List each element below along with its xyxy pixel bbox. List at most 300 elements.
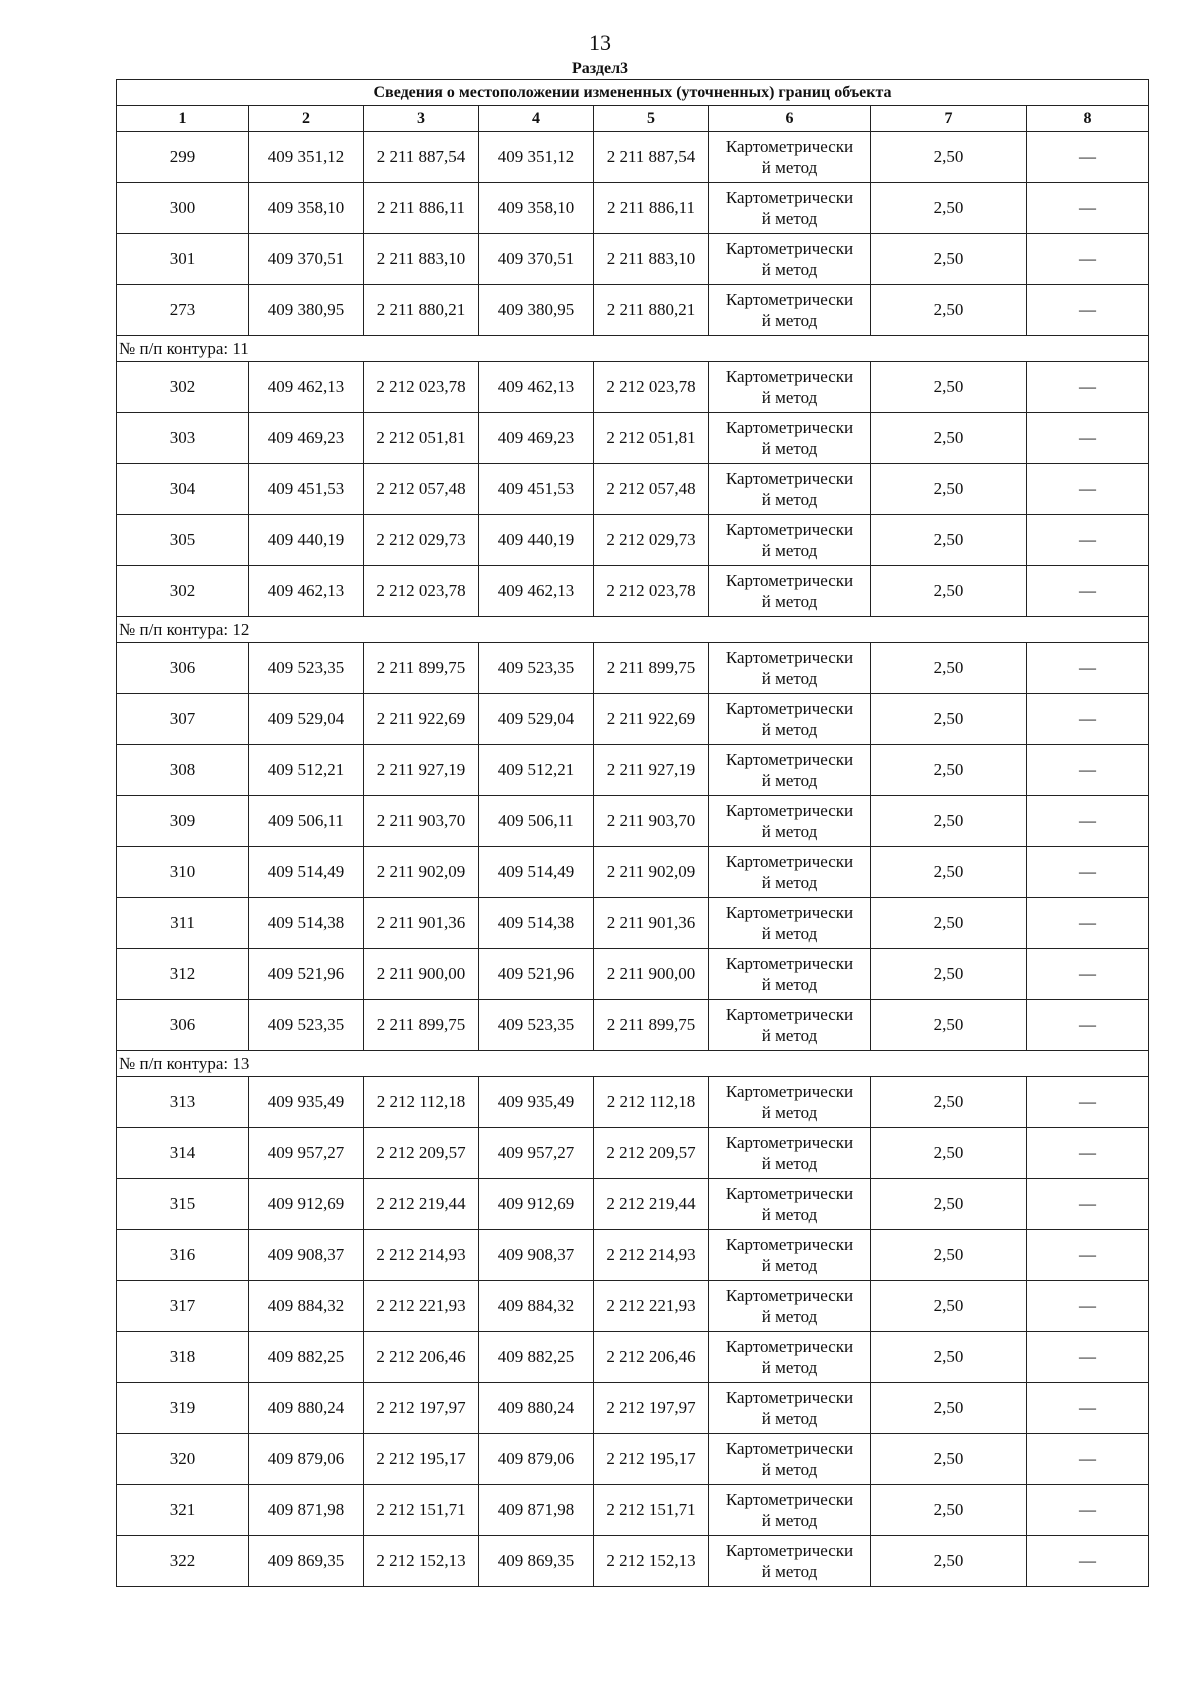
y-existing-cell: 2 211 903,70 bbox=[364, 796, 479, 847]
table-row bbox=[117, 1434, 1149, 1485]
coordinates-table bbox=[116, 79, 1149, 1587]
precision-cell: 2,50 bbox=[871, 745, 1027, 796]
x-new-cell: 409 512,21 bbox=[479, 745, 594, 796]
precision-cell: 2,50 bbox=[871, 515, 1027, 566]
x-new-cell: 409 514,49 bbox=[479, 847, 594, 898]
method-line: й метод bbox=[761, 592, 818, 611]
y-new-cell: 2 212 209,57 bbox=[594, 1128, 709, 1179]
method-cell bbox=[709, 1230, 871, 1281]
precision-cell: 2,50 bbox=[871, 694, 1027, 745]
dash-cell: — bbox=[1027, 183, 1149, 234]
table-row bbox=[117, 643, 1149, 694]
method-cell bbox=[709, 1000, 871, 1051]
precision-cell: 2,50 bbox=[871, 234, 1027, 285]
table-row bbox=[117, 1000, 1149, 1051]
y-new-cell: 2 211 902,09 bbox=[594, 847, 709, 898]
table-row bbox=[117, 1383, 1149, 1434]
point-number-cell: 308 bbox=[117, 745, 249, 796]
table-row bbox=[117, 362, 1149, 413]
method-line: й метод bbox=[761, 311, 818, 330]
x-existing-cell: 409 514,49 bbox=[249, 847, 364, 898]
column-number: 3 bbox=[364, 106, 479, 132]
precision-cell: 2,50 bbox=[871, 796, 1027, 847]
method-cell bbox=[709, 1128, 871, 1179]
method-line: й метод bbox=[761, 1103, 818, 1122]
y-existing-cell: 2 211 886,11 bbox=[364, 183, 479, 234]
x-existing-cell: 409 512,21 bbox=[249, 745, 364, 796]
table-row bbox=[117, 1230, 1149, 1281]
point-number-cell: 306 bbox=[117, 643, 249, 694]
x-new-cell: 409 462,13 bbox=[479, 566, 594, 617]
y-existing-cell: 2 212 206,46 bbox=[364, 1332, 479, 1383]
x-new-cell: 409 523,35 bbox=[479, 1000, 594, 1051]
x-existing-cell: 409 935,49 bbox=[249, 1077, 364, 1128]
y-existing-cell: 2 211 902,09 bbox=[364, 847, 479, 898]
precision-cell: 2,50 bbox=[871, 1434, 1027, 1485]
method-line: Картометрически bbox=[725, 1005, 854, 1024]
method-cell bbox=[709, 1485, 871, 1536]
dash-cell: — bbox=[1027, 1485, 1149, 1536]
precision-cell: 2,50 bbox=[871, 949, 1027, 1000]
point-number-cell: 304 bbox=[117, 464, 249, 515]
precision-cell: 2,50 bbox=[871, 285, 1027, 336]
y-existing-cell: 2 212 029,73 bbox=[364, 515, 479, 566]
y-existing-cell: 2 211 880,21 bbox=[364, 285, 479, 336]
table-row bbox=[117, 132, 1149, 183]
y-new-cell: 2 211 880,21 bbox=[594, 285, 709, 336]
x-new-cell: 409 380,95 bbox=[479, 285, 594, 336]
y-new-cell: 2 212 112,18 bbox=[594, 1077, 709, 1128]
x-new-cell: 409 871,98 bbox=[479, 1485, 594, 1536]
method-cell bbox=[709, 566, 871, 617]
table-row bbox=[117, 1332, 1149, 1383]
precision-cell: 2,50 bbox=[871, 1332, 1027, 1383]
x-existing-cell: 409 370,51 bbox=[249, 234, 364, 285]
contour-row bbox=[117, 1051, 1149, 1077]
column-number-row bbox=[117, 106, 1149, 132]
x-new-cell: 409 370,51 bbox=[479, 234, 594, 285]
method-line: Картометрически bbox=[725, 137, 854, 156]
x-existing-cell: 409 879,06 bbox=[249, 1434, 364, 1485]
method-line: й метод bbox=[761, 975, 818, 994]
contour-row bbox=[117, 336, 1149, 362]
dash-cell: — bbox=[1027, 464, 1149, 515]
dash-cell: — bbox=[1027, 796, 1149, 847]
method-line: Картометрически bbox=[725, 852, 854, 871]
y-new-cell: 2 212 221,93 bbox=[594, 1281, 709, 1332]
method-line: й метод bbox=[761, 1460, 818, 1479]
method-line: Картометрически bbox=[725, 1439, 854, 1458]
precision-cell: 2,50 bbox=[871, 183, 1027, 234]
precision-cell: 2,50 bbox=[871, 1536, 1027, 1587]
method-line: Картометрически bbox=[725, 1337, 854, 1356]
precision-cell: 2,50 bbox=[871, 643, 1027, 694]
method-cell bbox=[709, 898, 871, 949]
dash-cell: — bbox=[1027, 1281, 1149, 1332]
x-new-cell: 409 462,13 bbox=[479, 362, 594, 413]
method-cell bbox=[709, 285, 871, 336]
x-new-cell: 409 351,12 bbox=[479, 132, 594, 183]
x-existing-cell: 409 506,11 bbox=[249, 796, 364, 847]
y-new-cell: 2 211 927,19 bbox=[594, 745, 709, 796]
x-existing-cell: 409 869,35 bbox=[249, 1536, 364, 1587]
method-cell bbox=[709, 183, 871, 234]
y-existing-cell: 2 212 195,17 bbox=[364, 1434, 479, 1485]
column-number: 2 bbox=[249, 106, 364, 132]
x-new-cell: 409 912,69 bbox=[479, 1179, 594, 1230]
x-new-cell: 409 869,35 bbox=[479, 1536, 594, 1587]
table-row bbox=[117, 745, 1149, 796]
y-existing-cell: 2 212 219,44 bbox=[364, 1179, 479, 1230]
table-row bbox=[117, 796, 1149, 847]
contour-label: № п/п контура: 13 bbox=[117, 1051, 1149, 1077]
y-new-cell: 2 212 051,81 bbox=[594, 413, 709, 464]
method-line: й метод bbox=[761, 873, 818, 892]
column-number: 8 bbox=[1027, 106, 1149, 132]
method-cell bbox=[709, 1077, 871, 1128]
x-new-cell: 409 529,04 bbox=[479, 694, 594, 745]
precision-cell: 2,50 bbox=[871, 1230, 1027, 1281]
y-new-cell: 2 212 195,17 bbox=[594, 1434, 709, 1485]
method-line: Картометрически bbox=[725, 239, 854, 258]
method-line: Картометрически bbox=[725, 290, 854, 309]
x-existing-cell: 409 884,32 bbox=[249, 1281, 364, 1332]
precision-cell: 2,50 bbox=[871, 1077, 1027, 1128]
precision-cell: 2,50 bbox=[871, 132, 1027, 183]
method-line: й метод bbox=[761, 924, 818, 943]
precision-cell: 2,50 bbox=[871, 1000, 1027, 1051]
table-row bbox=[117, 1281, 1149, 1332]
x-new-cell: 409 469,23 bbox=[479, 413, 594, 464]
point-number-cell: 311 bbox=[117, 898, 249, 949]
dash-cell: — bbox=[1027, 1179, 1149, 1230]
point-number-cell: 300 bbox=[117, 183, 249, 234]
method-line: й метод bbox=[761, 1205, 818, 1224]
method-line: Картометрически bbox=[725, 418, 854, 437]
method-line: Картометрически bbox=[725, 1388, 854, 1407]
table-row bbox=[117, 1179, 1149, 1230]
x-new-cell: 409 521,96 bbox=[479, 949, 594, 1000]
column-number: 6 bbox=[709, 106, 871, 132]
x-existing-cell: 409 440,19 bbox=[249, 515, 364, 566]
method-line: й метод bbox=[761, 822, 818, 841]
method-line: й метод bbox=[761, 771, 818, 790]
y-existing-cell: 2 211 922,69 bbox=[364, 694, 479, 745]
y-existing-cell: 2 212 209,57 bbox=[364, 1128, 479, 1179]
y-new-cell: 2 211 883,10 bbox=[594, 234, 709, 285]
x-new-cell: 409 882,25 bbox=[479, 1332, 594, 1383]
method-line: й метод bbox=[761, 1358, 818, 1377]
x-new-cell: 409 523,35 bbox=[479, 643, 594, 694]
method-cell bbox=[709, 1332, 871, 1383]
x-new-cell: 409 880,24 bbox=[479, 1383, 594, 1434]
x-existing-cell: 409 462,13 bbox=[249, 362, 364, 413]
point-number-cell: 312 bbox=[117, 949, 249, 1000]
x-new-cell: 409 440,19 bbox=[479, 515, 594, 566]
x-new-cell: 409 879,06 bbox=[479, 1434, 594, 1485]
method-line: Картометрически bbox=[725, 954, 854, 973]
x-new-cell: 409 514,38 bbox=[479, 898, 594, 949]
x-new-cell: 409 451,53 bbox=[479, 464, 594, 515]
dash-cell: — bbox=[1027, 643, 1149, 694]
y-new-cell: 2 211 922,69 bbox=[594, 694, 709, 745]
point-number-cell: 305 bbox=[117, 515, 249, 566]
method-cell bbox=[709, 643, 871, 694]
method-line: Картометрически bbox=[725, 1184, 854, 1203]
y-existing-cell: 2 212 023,78 bbox=[364, 566, 479, 617]
y-existing-cell: 2 212 151,71 bbox=[364, 1485, 479, 1536]
y-new-cell: 2 211 899,75 bbox=[594, 1000, 709, 1051]
dash-cell: — bbox=[1027, 1077, 1149, 1128]
y-existing-cell: 2 211 901,36 bbox=[364, 898, 479, 949]
table-row bbox=[117, 515, 1149, 566]
x-existing-cell: 409 882,25 bbox=[249, 1332, 364, 1383]
point-number-cell: 318 bbox=[117, 1332, 249, 1383]
method-cell bbox=[709, 847, 871, 898]
precision-cell: 2,50 bbox=[871, 1383, 1027, 1434]
y-existing-cell: 2 211 899,75 bbox=[364, 643, 479, 694]
x-existing-cell: 409 358,10 bbox=[249, 183, 364, 234]
method-line: й метод bbox=[761, 439, 818, 458]
y-existing-cell: 2 212 112,18 bbox=[364, 1077, 479, 1128]
column-number: 1 bbox=[117, 106, 249, 132]
point-number-cell: 306 bbox=[117, 1000, 249, 1051]
x-existing-cell: 409 912,69 bbox=[249, 1179, 364, 1230]
y-existing-cell: 2 211 883,10 bbox=[364, 234, 479, 285]
dash-cell: — bbox=[1027, 1230, 1149, 1281]
point-number-cell: 301 bbox=[117, 234, 249, 285]
method-line: й метод bbox=[761, 669, 818, 688]
point-number-cell: 319 bbox=[117, 1383, 249, 1434]
y-existing-cell: 2 211 887,54 bbox=[364, 132, 479, 183]
method-line: й метод bbox=[761, 260, 818, 279]
method-cell bbox=[709, 1179, 871, 1230]
method-line: Картометрически bbox=[725, 520, 854, 539]
x-new-cell: 409 884,32 bbox=[479, 1281, 594, 1332]
y-new-cell: 2 212 057,48 bbox=[594, 464, 709, 515]
dash-cell: — bbox=[1027, 1434, 1149, 1485]
x-existing-cell: 409 880,24 bbox=[249, 1383, 364, 1434]
column-number: 5 bbox=[594, 106, 709, 132]
contour-label: № п/п контура: 12 bbox=[117, 617, 1149, 643]
method-line: Картометрически bbox=[725, 1490, 854, 1509]
point-number-cell: 307 bbox=[117, 694, 249, 745]
table-row bbox=[117, 1128, 1149, 1179]
y-new-cell: 2 211 900,00 bbox=[594, 949, 709, 1000]
point-number-cell: 317 bbox=[117, 1281, 249, 1332]
y-new-cell: 2 211 901,36 bbox=[594, 898, 709, 949]
method-cell bbox=[709, 949, 871, 1000]
precision-cell: 2,50 bbox=[871, 847, 1027, 898]
point-number-cell: 302 bbox=[117, 566, 249, 617]
method-cell bbox=[709, 796, 871, 847]
dash-cell: — bbox=[1027, 847, 1149, 898]
table-row bbox=[117, 1536, 1149, 1587]
dash-cell: — bbox=[1027, 745, 1149, 796]
x-existing-cell: 409 380,95 bbox=[249, 285, 364, 336]
dash-cell: — bbox=[1027, 234, 1149, 285]
page-number: 13 bbox=[589, 30, 611, 55]
point-number-cell: 316 bbox=[117, 1230, 249, 1281]
method-cell bbox=[709, 694, 871, 745]
method-line: Картометрически bbox=[725, 1133, 854, 1152]
precision-cell: 2,50 bbox=[871, 1281, 1027, 1332]
x-new-cell: 409 935,49 bbox=[479, 1077, 594, 1128]
table-row bbox=[117, 234, 1149, 285]
table-row bbox=[117, 847, 1149, 898]
point-number-cell: 320 bbox=[117, 1434, 249, 1485]
point-number-cell: 314 bbox=[117, 1128, 249, 1179]
x-existing-cell: 409 871,98 bbox=[249, 1485, 364, 1536]
x-existing-cell: 409 514,38 bbox=[249, 898, 364, 949]
table-title: Сведения о местоположении измененных (уточненных) границ объекта bbox=[117, 80, 1149, 106]
dash-cell: — bbox=[1027, 949, 1149, 1000]
point-number-cell: 310 bbox=[117, 847, 249, 898]
method-line: Картометрически bbox=[725, 750, 854, 769]
y-existing-cell: 2 212 023,78 bbox=[364, 362, 479, 413]
point-number-cell: 321 bbox=[117, 1485, 249, 1536]
method-line: Картометрически bbox=[725, 571, 854, 590]
column-number: 4 bbox=[479, 106, 594, 132]
y-new-cell: 2 211 886,11 bbox=[594, 183, 709, 234]
dash-cell: — bbox=[1027, 285, 1149, 336]
dash-cell: — bbox=[1027, 1383, 1149, 1434]
method-cell bbox=[709, 132, 871, 183]
y-existing-cell: 2 211 900,00 bbox=[364, 949, 479, 1000]
x-existing-cell: 409 523,35 bbox=[249, 643, 364, 694]
method-line: Картометрически bbox=[725, 1235, 854, 1254]
y-existing-cell: 2 212 057,48 bbox=[364, 464, 479, 515]
method-line: й метод bbox=[761, 1154, 818, 1173]
dash-cell: — bbox=[1027, 1332, 1149, 1383]
x-new-cell: 409 908,37 bbox=[479, 1230, 594, 1281]
y-existing-cell: 2 212 051,81 bbox=[364, 413, 479, 464]
y-new-cell: 2 212 023,78 bbox=[594, 362, 709, 413]
y-existing-cell: 2 212 197,97 bbox=[364, 1383, 479, 1434]
dash-cell: — bbox=[1027, 1128, 1149, 1179]
method-line: Картометрически bbox=[725, 1286, 854, 1305]
method-cell bbox=[709, 1536, 871, 1587]
x-existing-cell: 409 529,04 bbox=[249, 694, 364, 745]
method-line: Картометрически bbox=[725, 903, 854, 922]
x-existing-cell: 409 469,23 bbox=[249, 413, 364, 464]
point-number-cell: 309 bbox=[117, 796, 249, 847]
point-number-cell: 313 bbox=[117, 1077, 249, 1128]
precision-cell: 2,50 bbox=[871, 1485, 1027, 1536]
method-line: й метод bbox=[761, 1256, 818, 1275]
method-line: Картометрически bbox=[725, 801, 854, 820]
precision-cell: 2,50 bbox=[871, 1179, 1027, 1230]
method-line: й метод bbox=[761, 158, 818, 177]
method-cell bbox=[709, 413, 871, 464]
y-new-cell: 2 212 206,46 bbox=[594, 1332, 709, 1383]
y-new-cell: 2 211 887,54 bbox=[594, 132, 709, 183]
x-new-cell: 409 358,10 bbox=[479, 183, 594, 234]
method-line: й метод bbox=[761, 1307, 818, 1326]
dash-cell: — bbox=[1027, 566, 1149, 617]
x-existing-cell: 409 451,53 bbox=[249, 464, 364, 515]
y-new-cell: 2 212 029,73 bbox=[594, 515, 709, 566]
point-number-cell: 273 bbox=[117, 285, 249, 336]
method-line: Картометрически bbox=[725, 699, 854, 718]
method-line: й метод bbox=[761, 720, 818, 739]
point-number-cell: 315 bbox=[117, 1179, 249, 1230]
table-row bbox=[117, 183, 1149, 234]
x-existing-cell: 409 521,96 bbox=[249, 949, 364, 1000]
method-line: й метод bbox=[761, 541, 818, 560]
table-row bbox=[117, 898, 1149, 949]
precision-cell: 2,50 bbox=[871, 1128, 1027, 1179]
y-new-cell: 2 211 903,70 bbox=[594, 796, 709, 847]
precision-cell: 2,50 bbox=[871, 898, 1027, 949]
section-title: Раздел3 bbox=[571, 60, 629, 77]
table-row bbox=[117, 1077, 1149, 1128]
y-new-cell: 2 211 899,75 bbox=[594, 643, 709, 694]
method-line: й метод bbox=[761, 1409, 818, 1428]
x-new-cell: 409 957,27 bbox=[479, 1128, 594, 1179]
method-line: й метод bbox=[761, 1511, 818, 1530]
method-cell bbox=[709, 1434, 871, 1485]
table-body bbox=[117, 132, 1149, 1587]
contour-label: № п/п контура: 11 bbox=[117, 336, 1149, 362]
method-line: й метод bbox=[761, 209, 818, 228]
x-existing-cell: 409 462,13 bbox=[249, 566, 364, 617]
y-new-cell: 2 212 023,78 bbox=[594, 566, 709, 617]
method-cell bbox=[709, 464, 871, 515]
x-existing-cell: 409 957,27 bbox=[249, 1128, 364, 1179]
dash-cell: — bbox=[1027, 132, 1149, 183]
table-row bbox=[117, 694, 1149, 745]
method-line: й метод bbox=[761, 388, 818, 407]
dash-cell: — bbox=[1027, 413, 1149, 464]
column-number: 7 bbox=[871, 106, 1027, 132]
y-new-cell: 2 212 151,71 bbox=[594, 1485, 709, 1536]
method-line: Картометрически bbox=[725, 1082, 854, 1101]
method-line: Картометрически bbox=[725, 188, 854, 207]
table-row bbox=[117, 464, 1149, 515]
x-existing-cell: 409 908,37 bbox=[249, 1230, 364, 1281]
y-new-cell: 2 212 214,93 bbox=[594, 1230, 709, 1281]
method-line: Картометрически bbox=[725, 367, 854, 386]
method-cell bbox=[709, 362, 871, 413]
dash-cell: — bbox=[1027, 898, 1149, 949]
precision-cell: 2,50 bbox=[871, 566, 1027, 617]
dash-cell: — bbox=[1027, 515, 1149, 566]
dash-cell: — bbox=[1027, 694, 1149, 745]
x-new-cell: 409 506,11 bbox=[479, 796, 594, 847]
point-number-cell: 322 bbox=[117, 1536, 249, 1587]
table-row bbox=[117, 413, 1149, 464]
point-number-cell: 303 bbox=[117, 413, 249, 464]
method-cell bbox=[709, 1281, 871, 1332]
method-line: Картометрически bbox=[725, 1541, 854, 1560]
y-new-cell: 2 212 219,44 bbox=[594, 1179, 709, 1230]
y-new-cell: 2 212 197,97 bbox=[594, 1383, 709, 1434]
method-cell bbox=[709, 1383, 871, 1434]
y-existing-cell: 2 212 152,13 bbox=[364, 1536, 479, 1587]
method-cell bbox=[709, 745, 871, 796]
method-cell bbox=[709, 234, 871, 285]
dash-cell: — bbox=[1027, 1000, 1149, 1051]
y-new-cell: 2 212 152,13 bbox=[594, 1536, 709, 1587]
y-existing-cell: 2 212 214,93 bbox=[364, 1230, 479, 1281]
method-line: Картометрически bbox=[725, 648, 854, 667]
contour-row bbox=[117, 617, 1149, 643]
precision-cell: 2,50 bbox=[871, 464, 1027, 515]
y-existing-cell: 2 211 899,75 bbox=[364, 1000, 479, 1051]
y-existing-cell: 2 211 927,19 bbox=[364, 745, 479, 796]
table-row bbox=[117, 566, 1149, 617]
